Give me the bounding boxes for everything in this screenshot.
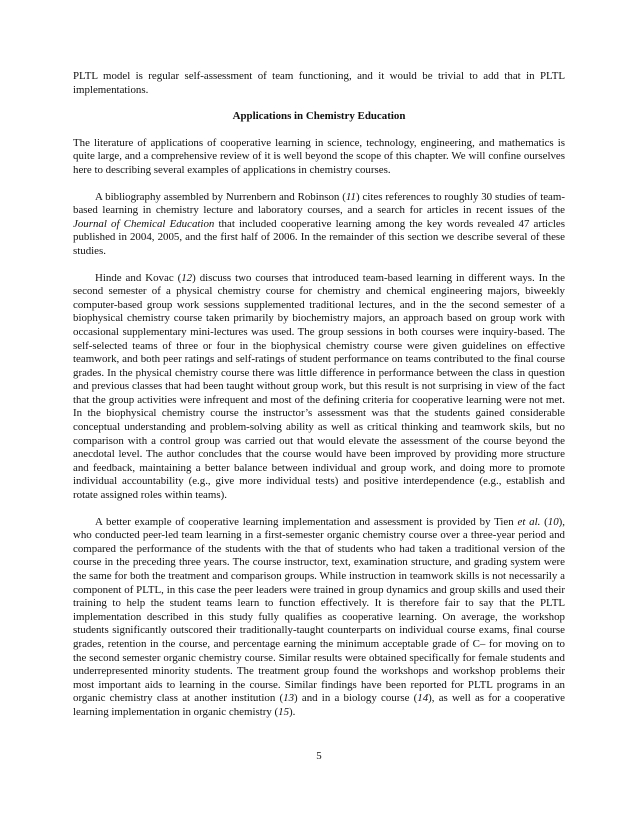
page-content xyxy=(73,70,565,720)
text-segment: Hinde and Kovac ( xyxy=(95,271,182,284)
italic-text-segment: 10 xyxy=(547,515,559,528)
italic-text-segment: et al. xyxy=(517,515,541,528)
text-segment: ), who conducted peer-led team learning in a first-semester organic chemistry course over a three-year period and compared the performance of the students with the that of students who had taken a traditional version of the course in the preceding three years. The course instructor, text, examination structure, and grading system were the same for both the treatment and comparison groups. While instruction in teamwork skills is not necessarily a component of PLTL, in this case the peer leaders were trained in group dynamics and group skills and used their training to help the student teams learn to function effectively. It is therefore fair to say that the PLTL implementation described in this study fully qualifies as cooperative learning. On average, the workshop students significantly outscored their traditionally-taught counterparts on individual course exams, final course grades, retention in the course, and percentage earning the minimum acceptable grade of C– for moving on to the second semester organic chemistry course. Similar results were obtained specifically for female students and underrepresented minority students. The treatment group found the workshops and workshop problems their most important aids to learning in the course. Similar findings have been reported for PLTL programs in an organic chemistry class at another institution ( xyxy=(73,515,565,705)
italic-text-segment: 14 xyxy=(417,692,429,705)
text-segment: ), as well as for a cooperative learning implementation in organic chemistry ( xyxy=(73,692,565,718)
text-segment: ). xyxy=(289,705,296,718)
text-segment: ( xyxy=(540,515,548,528)
text-segment: A better example of cooperative learning implementation and assessment is provided by Tien xyxy=(95,515,518,528)
text-segment: PLTL model is regular self-assessment of team functioning, and it would be trivial to add that in PLTL implementations. xyxy=(73,70,565,96)
text-segment: A bibliography assembled by Nurrenbern and Robinson ( xyxy=(95,190,346,203)
body-paragraph xyxy=(73,272,565,503)
text-segment: ) discuss two courses that introduced team-based learning in different ways. In the second semester of a physical chemistry course for chemistry and chemical engineering majors, biweekly computer-based group work sessions supplemented traditional lectures, and in the the second semester of a biophysical chemistry course taken primarily by biochemistry majors, an approach based on group work with occasional supplementary mini-lectures was used. The group sessions in both courses were inquiry-based. The self-selected teams of three or four in the biophysical chemistry course were given guidelines on effective teamwork, and both peer ratings and self-ratings of student performance on teams contributed to the final course grades. In the physical chemistry course there was little difference in performance between the class in question and previous classes that had been taught without group work, but this result is not surprising in view of the fact that the group activities were infrequent and most of the defining criteria for cooperative learning were not met. In the biophysical chemistry course the instructor’s assessment was that the students gained considerable conceptual understanding and problem-solving ability as well as critical thinking and teamwork skils, but no comparison with a control group was carried out that would elevate the assessment of the course beyond the anecdotal level. The author concludes that the course would have been improved by providing more structure and feedback, maintaining a better balance between individual and group work, and doing more to promote individual accountability (e.g., give more individual tests) and positive interdependence (e.g., establish and rotate assigned roles within teams). xyxy=(73,271,565,502)
italic-text-segment: 11 xyxy=(345,190,356,203)
italic-text-segment: 12 xyxy=(181,271,193,284)
text-segment: that included cooperative learning among the key words revealed 47 articles published in 2004, 2005, and the first half of 2006. In the remainder of this section we describe several of these studies. xyxy=(73,217,565,257)
text-segment: The literature of applications of cooperative learning in science, technology, engineering, and mathematics is quite large, and a comprehensive review of it is well beyond the scope of this chapter. We will confine ourselves here to describing several examples of applications in chemistry courses. xyxy=(73,136,565,176)
text-segment: ) and in a biology course ( xyxy=(294,692,418,705)
italic-text-segment: 15 xyxy=(278,705,290,718)
section-heading xyxy=(73,110,565,124)
text-segment: ) cites references to roughly 30 studies of team-based learning in chemistry lecture and laboratory courses, and a search for articles in recent issues of the xyxy=(73,190,565,217)
body-paragraph xyxy=(73,191,565,259)
body-paragraph xyxy=(73,137,565,178)
body-paragraph xyxy=(73,516,565,720)
italic-text-segment: Journal of Chemical Education xyxy=(73,217,215,230)
page-number: 5 xyxy=(316,750,322,762)
italic-text-segment: 13 xyxy=(283,692,295,705)
text-segment: Applications in Chemistry Education xyxy=(232,110,406,123)
body-paragraph xyxy=(73,70,565,97)
